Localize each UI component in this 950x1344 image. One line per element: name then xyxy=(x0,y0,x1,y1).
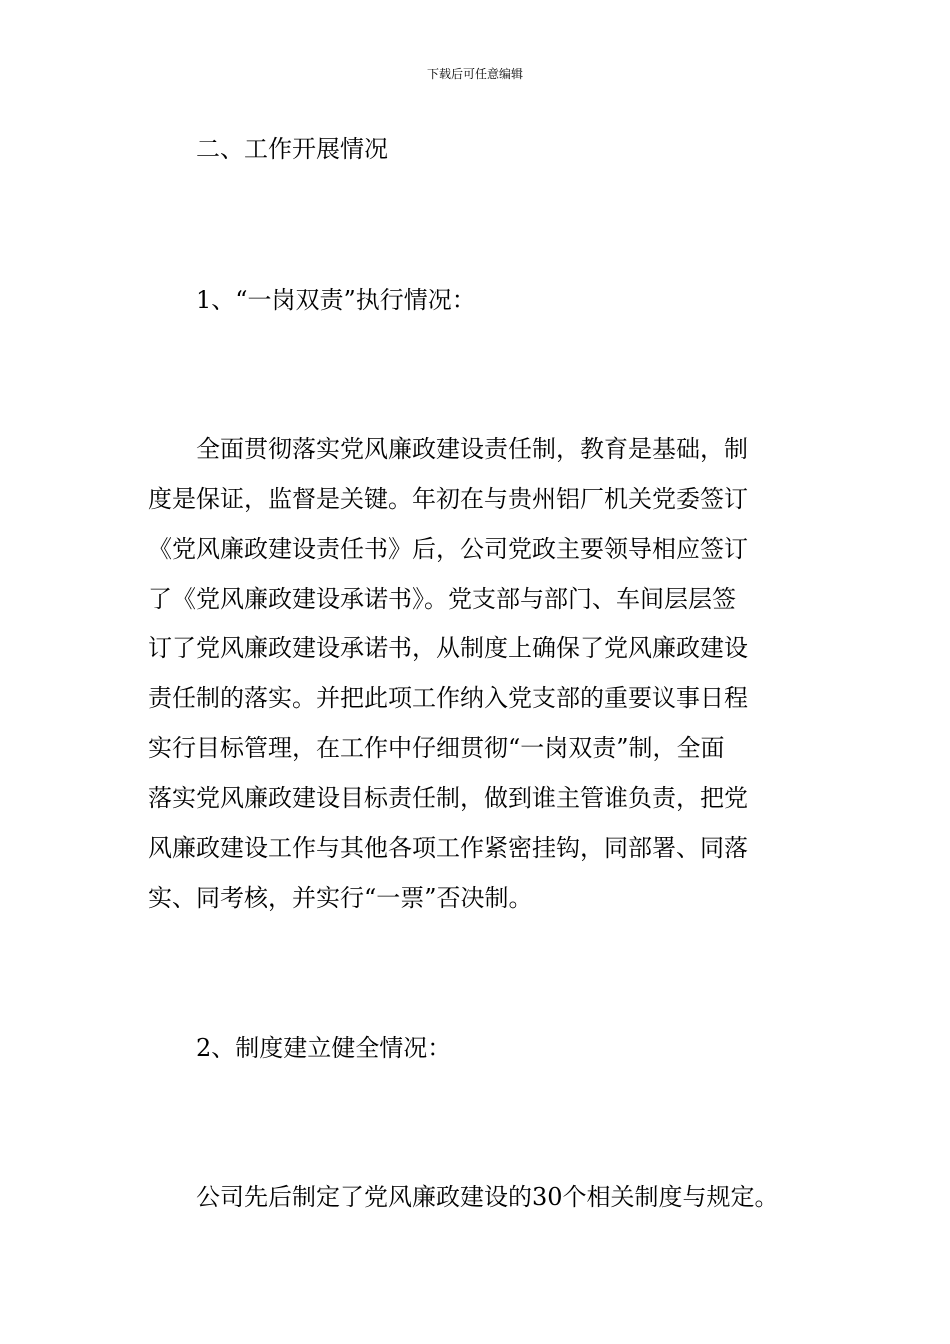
paragraph-line: 度是保证，监督是关键。年初在与贵州铝厂机关党委签订 xyxy=(148,485,748,513)
paragraph-line: 责任制的落实。并把此项工作纳入党支部的重要议事日程 xyxy=(148,684,748,712)
paragraph-line: 全面贯彻落实党风廉政建设责任制，教育是基础，制 xyxy=(196,435,748,463)
paragraph-line: 落实党风廉政建设目标责任制，做到谁主管谁负责，把党 xyxy=(148,784,748,812)
paragraph-line: 实行目标管理，在工作中仔细贯彻“一岗双责”制，全面 xyxy=(148,734,725,762)
item1-heading: 1、“一岗双责”执行情况： xyxy=(196,286,476,314)
item2-heading: 2、制度建立健全情况： xyxy=(196,1034,452,1062)
paragraph-line: 订了党风廉政建设承诺书，从制度上确保了党风廉政建设 xyxy=(148,634,748,662)
paragraph-line: 风廉政建设工作与其他各项工作紧密挂钩，同部署、同落 xyxy=(148,834,748,862)
section-heading: 二、工作开展情况 xyxy=(196,135,388,163)
paragraph-line: 实、同考核，并实行“一票”否决制。 xyxy=(148,884,533,912)
page-header: 下载后可任意编辑 xyxy=(426,67,523,81)
item2-paragraph: 公司先后制定了党风廉政建设的30个相关制度与规定。 xyxy=(196,1183,779,1211)
paragraph-line: 了《党风廉政建设承诺书》。党支部与部门、车间层层签 xyxy=(148,585,736,613)
paragraph-line: 《党风廉政建设责任书》后，公司党政主要领导相应签订 xyxy=(148,535,748,563)
